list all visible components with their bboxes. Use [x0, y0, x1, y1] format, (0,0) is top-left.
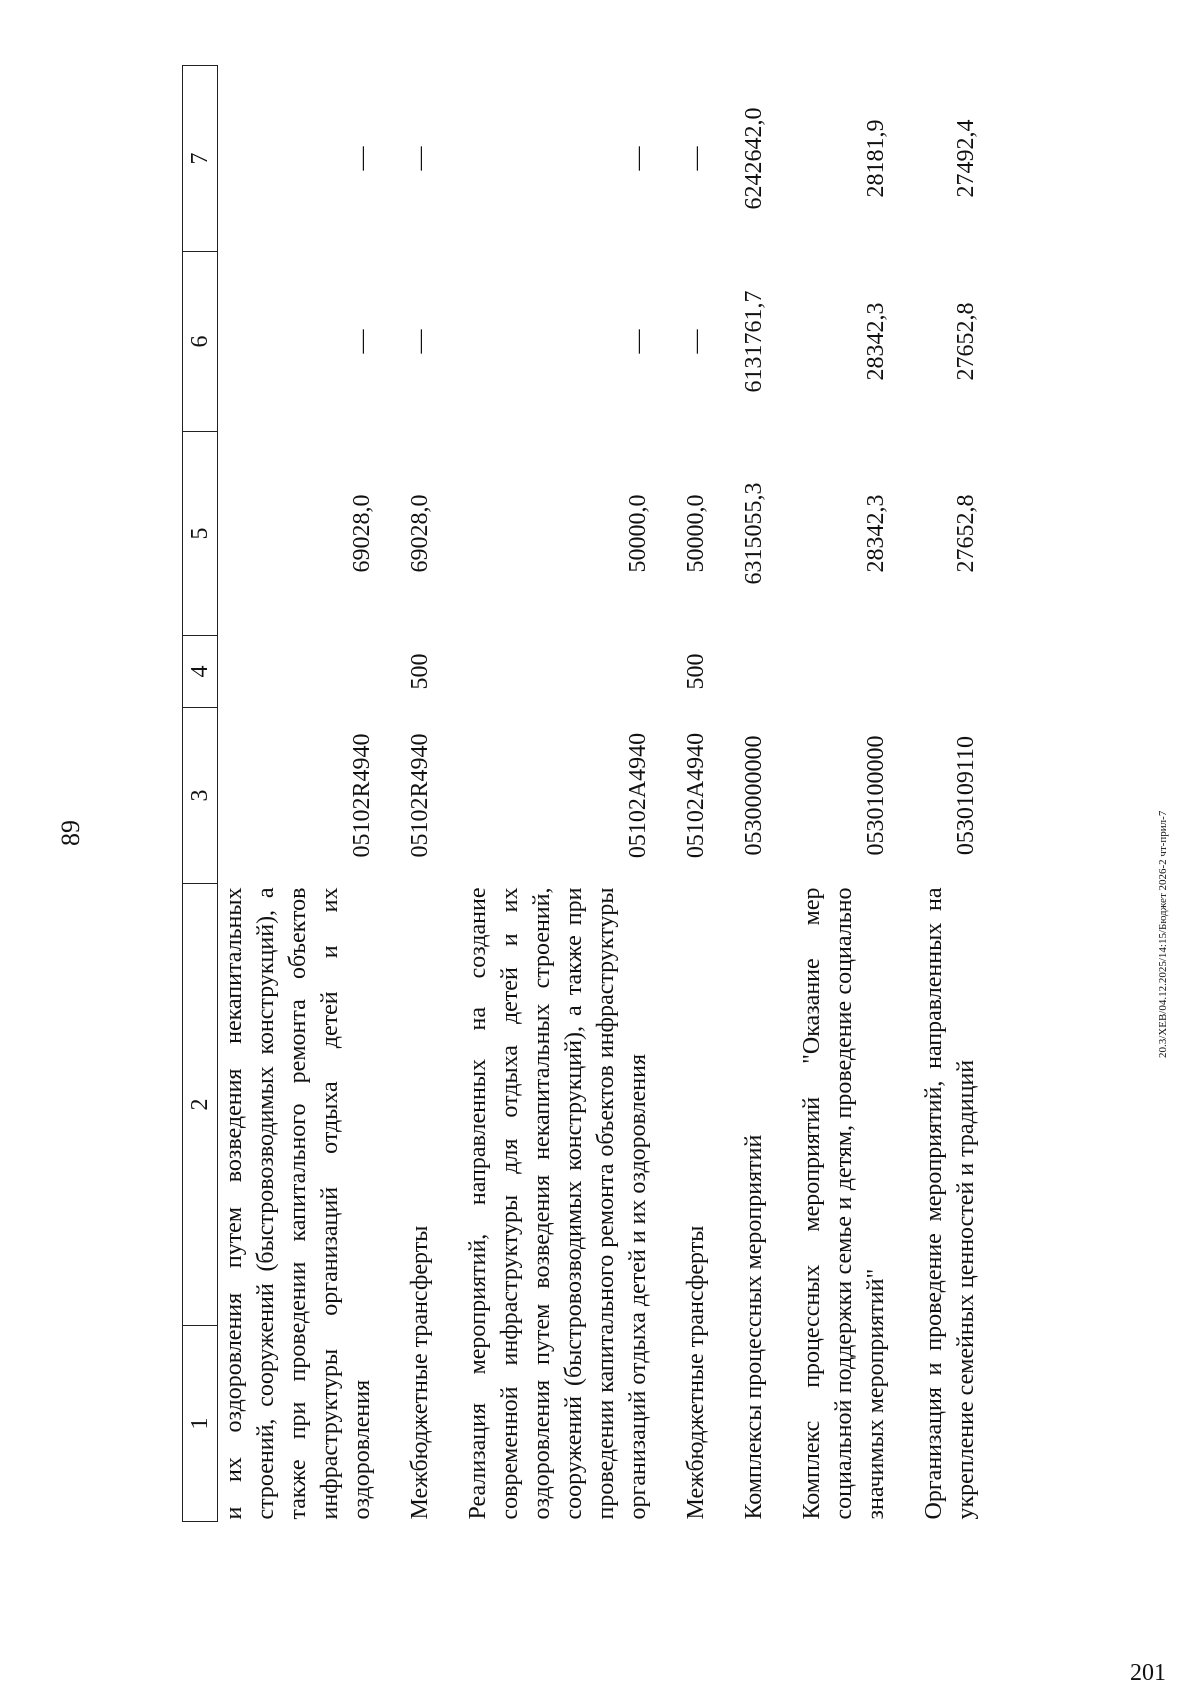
row-name: Комплексы процессных мероприятий — [741, 1134, 767, 1520]
row-value-col6: 6131761,7 — [741, 290, 767, 393]
table-row — [462, 66, 654, 1522]
budget-table-sheet — [182, 66, 1082, 1522]
sheet-number: 201 — [1130, 1660, 1166, 1686]
row-value-col7: — — [349, 146, 375, 171]
row-value-col5: 28342,3 — [863, 494, 889, 573]
row-spacer — [770, 66, 796, 1522]
header-col-5: 5 — [183, 432, 218, 636]
header-col-3: 3 — [183, 708, 218, 884]
row-value-col7: 6242642,0 — [741, 107, 767, 210]
row-value-col5: 6315055,3 — [741, 482, 767, 585]
row-value-col7: — — [407, 146, 433, 171]
header-col-6: 6 — [183, 252, 218, 432]
row-name: Организация и проведение мероприятий, направленных на укрепление семейных ценностей и традиций — [921, 887, 979, 1520]
table-row — [918, 66, 982, 1522]
row-name: Реализация мероприятий, направленных на создание современной инфраструктуры для отдыха детей и их оздоровления путем возведения некапитальных строений, сооружений (быстровозводимых конструкций), а также при проведении капитального ремонта объектов инфраструктуры организаций отдыха детей и их оздоровления — [465, 887, 651, 1520]
header-col-4: 4 — [183, 636, 218, 708]
row-spacer — [712, 66, 738, 1522]
row-name: Межбюджетные трансферты — [683, 1225, 709, 1520]
row-value-col7: 28181,9 — [863, 119, 889, 198]
row-value-col7: — — [625, 146, 651, 171]
row-expense-type: 500 — [683, 653, 709, 690]
row-target-code: 05102А4940 — [625, 732, 651, 859]
header-col-2: 2 — [183, 884, 218, 1326]
row-expense-type — [218, 636, 379, 708]
budget-table — [182, 65, 982, 1522]
row-value-col5: 69028,0 — [407, 494, 433, 573]
row-value-col5: 50000,0 — [625, 494, 651, 573]
row-value-col5: 50000,0 — [683, 494, 709, 573]
row-target-code: 05102R4940 — [407, 733, 433, 858]
row-spacer — [436, 66, 462, 1522]
table-row — [218, 66, 379, 1522]
row-target-code: 05102А4940 — [683, 732, 709, 859]
row-value-col7: 27492,4 — [953, 119, 979, 198]
row-target-code: 0530100000 — [863, 735, 889, 856]
row-spacer — [892, 66, 918, 1522]
row-name: и их оздоровления путем возведения некапитальных строений, сооружений (быстровозводимых конструкций), а также при проведении капитального ремонта объектов инфраструктуры организаций отдыха детей и их оздоровления — [221, 887, 375, 1520]
row-value-col6: 27652,8 — [953, 302, 979, 381]
row-value-col6: 28342,3 — [863, 302, 889, 381]
row-value-col6: — — [683, 329, 709, 354]
row-expense-type: 500 — [407, 653, 433, 690]
row-expense-type — [796, 636, 892, 708]
row-value-col5: 69028,0 — [349, 494, 375, 573]
row-target-code: 0530000000 — [741, 735, 767, 856]
row-name: Межбюджетные трансферты — [407, 1225, 433, 1520]
table-row — [404, 66, 436, 1522]
row-value-col6: — — [625, 329, 651, 354]
page-number: 89 — [56, 820, 85, 846]
row-target-code: 0530109110 — [953, 735, 979, 856]
table-row — [796, 66, 892, 1522]
document-stamp-text: 20.3/ХЕВ/04.12.2025/14:15/Бюджет 2026-2 чт-прил-7 — [1157, 810, 1169, 1058]
row-expense-type — [738, 636, 770, 708]
row-target-code: 05102R4940 — [349, 733, 375, 858]
row-value-col5: 27652,8 — [953, 494, 979, 573]
row-value-col7: — — [683, 146, 709, 171]
row-expense-type — [918, 636, 982, 708]
table-row — [680, 66, 712, 1522]
row-value-col6: — — [407, 329, 433, 354]
row-name: Комплекс процессных мероприятий "Оказание мер социальной поддержки семье и детям, проведение социально значимых мероприятий" — [799, 887, 889, 1520]
row-spacer — [378, 66, 404, 1522]
table-header-row — [183, 66, 218, 1522]
header-col-1: 1 — [183, 1326, 218, 1522]
row-expense-type — [462, 636, 654, 708]
table-row — [738, 66, 770, 1522]
row-spacer — [654, 66, 680, 1522]
row-value-col6: — — [349, 329, 375, 354]
header-col-7: 7 — [183, 66, 218, 252]
